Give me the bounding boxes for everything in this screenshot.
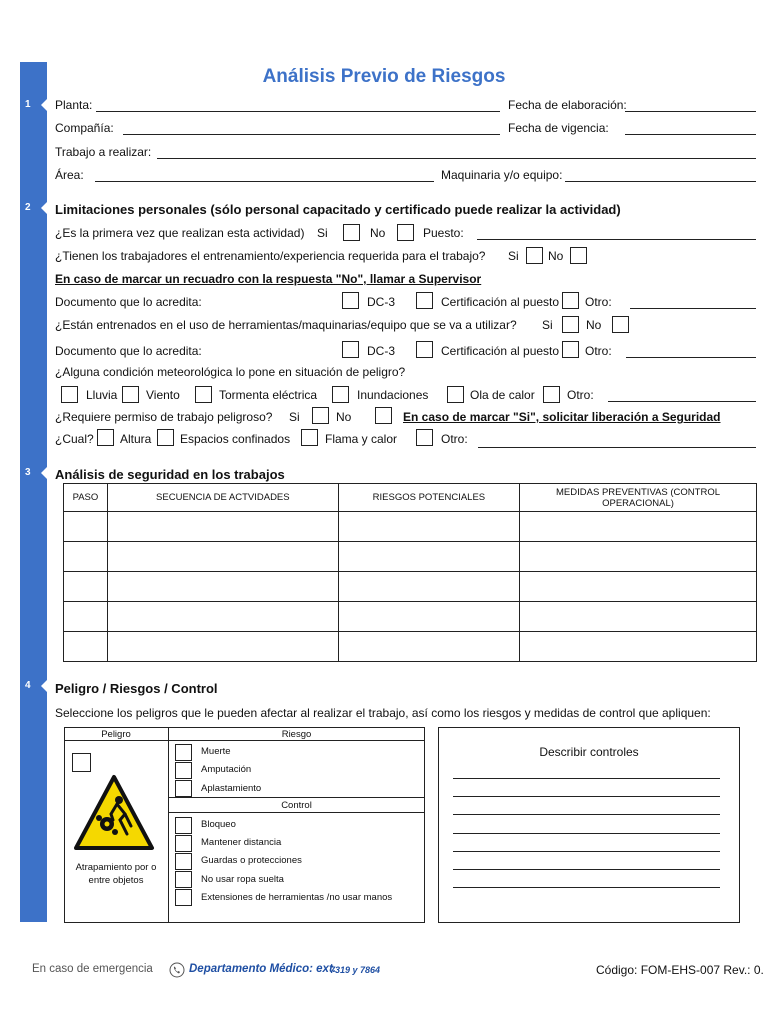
maquinaria-field[interactable] <box>565 181 756 182</box>
primera-vez-no-checkbox[interactable] <box>397 224 414 241</box>
cell[interactable] <box>107 602 338 632</box>
area-field[interactable] <box>95 181 434 182</box>
cell[interactable] <box>520 602 757 632</box>
cual-label: ¿Cual? <box>55 432 94 446</box>
puesto-label: Puesto: <box>423 226 464 240</box>
cell[interactable] <box>520 512 757 542</box>
table-row[interactable] <box>64 632 757 662</box>
describir-controles-label: Describir controles <box>539 745 639 759</box>
certificacion-checkbox-2[interactable] <box>416 341 433 358</box>
cell[interactable] <box>64 632 108 662</box>
otro-label-1: Otro: <box>585 295 612 309</box>
table-row[interactable] <box>64 512 757 542</box>
describir-line[interactable] <box>453 851 720 852</box>
cell[interactable] <box>520 572 757 602</box>
clima-otro-checkbox[interactable] <box>543 386 560 403</box>
fecha-vigencia-field[interactable] <box>625 134 756 135</box>
section-marker-1: 1 <box>20 98 47 112</box>
describir-line[interactable] <box>453 796 720 797</box>
compania-field[interactable] <box>123 134 500 135</box>
table-row[interactable] <box>64 602 757 632</box>
section4-heading: Peligro / Riesgos / Control <box>55 681 218 696</box>
section-marker-3: 3 <box>20 466 47 480</box>
altura-label: Altura <box>120 432 152 446</box>
riesgo-aplastamiento-checkbox[interactable] <box>175 780 192 797</box>
otro-label-2: Otro: <box>585 344 612 358</box>
cell[interactable] <box>338 572 519 602</box>
riesgo-amputacion-label: Amputación <box>201 764 252 775</box>
dc3-label-1: DC-3 <box>367 295 396 309</box>
cell[interactable] <box>107 512 338 542</box>
inundaciones-checkbox[interactable] <box>332 386 349 403</box>
herramientas-si-checkbox[interactable] <box>562 316 579 333</box>
certificacion-label-2: Certificación al puesto <box>441 344 560 358</box>
q-primera-vez: ¿Es la primera vez que realizan esta actividad) <box>55 226 305 240</box>
col-paso: PASO <box>64 484 108 512</box>
cell[interactable] <box>338 542 519 572</box>
altura-checkbox[interactable] <box>97 429 114 446</box>
section-marker-2: 2 <box>20 201 47 215</box>
table-header-row <box>64 484 757 512</box>
tormenta-checkbox[interactable] <box>195 386 212 403</box>
cell[interactable] <box>107 632 338 662</box>
control-bloqueo-checkbox[interactable] <box>175 817 192 834</box>
cell[interactable] <box>107 542 338 572</box>
footer-codigo: Código: FOM-EHS-007 Rev.: 0. <box>596 963 764 977</box>
control-distancia-checkbox[interactable] <box>175 835 192 852</box>
describir-line[interactable] <box>453 833 720 834</box>
control-header: Control <box>281 800 312 811</box>
dc3-checkbox-2[interactable] <box>342 341 359 358</box>
section3-heading: Análisis de seguridad en los trabajos <box>55 467 285 482</box>
control-divider-top <box>168 797 425 798</box>
permiso-otro-label: Otro: <box>441 432 468 446</box>
flama-checkbox[interactable] <box>301 429 318 446</box>
maquinaria-label: Maquinaria y/o equipo: <box>441 168 563 182</box>
fecha-elaboracion-label: Fecha de elaboración: <box>508 98 627 112</box>
cell[interactable] <box>338 512 519 542</box>
fecha-vigencia-label: Fecha de vigencia: <box>508 121 609 135</box>
planta-field[interactable] <box>96 111 500 112</box>
viento-checkbox[interactable] <box>122 386 139 403</box>
riesgo-muerte-checkbox[interactable] <box>175 744 192 761</box>
col-riesgos: RIESGOS POTENCIALES <box>338 484 519 512</box>
cell[interactable] <box>520 542 757 572</box>
footer-departamento: Departamento Médico: ext. <box>189 963 336 975</box>
primera-vez-si-checkbox[interactable] <box>343 224 360 241</box>
herramientas-no-label: No <box>586 318 602 332</box>
primera-vez-si-label: Si <box>317 226 328 240</box>
seguridad-table <box>63 483 757 662</box>
clima-otro-field[interactable] <box>608 401 756 402</box>
permiso-si-checkbox[interactable] <box>312 407 329 424</box>
q-meteorologica: ¿Alguna condición meteorológica lo pone en situación de peligro? <box>55 365 406 379</box>
table-row[interactable] <box>64 542 757 572</box>
dc3-checkbox-1[interactable] <box>342 292 359 309</box>
fecha-elaboracion-field[interactable] <box>625 111 756 112</box>
cell[interactable] <box>338 602 519 632</box>
cell[interactable] <box>107 572 338 602</box>
peligro-header: Peligro <box>101 729 131 740</box>
trabajo-label: Trabajo a realizar: <box>55 145 152 159</box>
entrenamiento-si-label: Si <box>508 249 519 263</box>
entrenamiento-si-checkbox[interactable] <box>526 247 543 264</box>
dc3-label-2: DC-3 <box>367 344 396 358</box>
herramientas-si-label: Si <box>542 318 553 332</box>
cell[interactable] <box>64 602 108 632</box>
control-bloqueo-label: Bloqueo <box>201 819 236 830</box>
phone-icon <box>169 962 185 978</box>
ola-calor-label: Ola de calor <box>470 388 535 402</box>
inundaciones-label: Inundaciones <box>357 388 429 402</box>
riesgo-amputacion-checkbox[interactable] <box>175 762 192 779</box>
peligro-checkbox[interactable] <box>72 753 91 772</box>
riesgo-aplastamiento-label: Aplastamiento <box>201 783 262 794</box>
riesgo-muerte-label: Muerte <box>201 746 231 757</box>
control-ropa-checkbox[interactable] <box>175 871 192 888</box>
q-herramientas: ¿Están entrenados en el uso de herramientas/maquinarias/equipo que se va a utilizar? <box>55 318 517 332</box>
footer-emergencia: En caso de emergencia <box>32 963 153 975</box>
flama-label: Flama y calor <box>325 432 398 446</box>
aviso-no: En caso de marcar un recuadro con la respuesta "No", llamar a Supervisor <box>55 272 482 286</box>
espacios-checkbox[interactable] <box>157 429 174 446</box>
q-permiso: ¿Requiere permiso de trabajo peligroso? <box>55 410 273 424</box>
otro-field-2[interactable] <box>626 357 756 358</box>
describir-line[interactable] <box>453 778 720 779</box>
certificacion-checkbox-1[interactable] <box>416 292 433 309</box>
col-medidas: MEDIDAS PREVENTIVAS (CONTROL OPERACIONAL) <box>520 484 757 512</box>
planta-label: Planta: <box>55 98 93 112</box>
entrenamiento-no-checkbox[interactable] <box>570 247 587 264</box>
cell[interactable] <box>64 512 108 542</box>
describir-line[interactable] <box>453 887 720 888</box>
lluvia-label: Lluvia <box>86 388 118 402</box>
cell[interactable] <box>338 632 519 662</box>
footer-extensiones: 7319 y 7864 <box>330 965 381 975</box>
permiso-otro-checkbox[interactable] <box>416 429 433 446</box>
control-extensiones-checkbox[interactable] <box>175 889 192 906</box>
cell[interactable] <box>64 572 108 602</box>
entrenamiento-no-label: No <box>548 249 564 263</box>
lluvia-checkbox[interactable] <box>61 386 78 403</box>
otro-field-1[interactable] <box>630 308 756 309</box>
area-label: Área: <box>55 168 84 182</box>
permiso-si-label: Si <box>289 410 300 424</box>
page-title: Análisis Previo de Riesgos <box>262 66 506 87</box>
cell[interactable] <box>64 542 108 572</box>
control-guardas-checkbox[interactable] <box>175 853 192 870</box>
riesgo-header: Riesgo <box>281 729 312 740</box>
peligro-divider <box>168 727 169 923</box>
section-sidebar <box>20 62 47 922</box>
table-row[interactable] <box>64 572 757 602</box>
primera-vez-no-label: No <box>370 226 386 240</box>
section2-heading: Limitaciones personales (sólo personal capacitado y certificado puede realizar la actividad) <box>55 202 621 217</box>
viento-label: Viento <box>146 388 180 402</box>
tormenta-label: Tormenta eléctrica <box>219 388 318 402</box>
cell[interactable] <box>520 632 757 662</box>
otro-checkbox-2[interactable] <box>562 341 579 358</box>
certificacion-label-1: Certificación al puesto <box>441 295 560 309</box>
control-ropa-label: No usar ropa suelta <box>201 874 284 885</box>
control-guardas-label: Guardas o protecciones <box>201 855 302 866</box>
permiso-otro-field[interactable] <box>478 447 756 448</box>
atrapamiento-warning-icon <box>73 774 155 852</box>
documento-label-1: Documento que lo acredita: <box>55 295 202 309</box>
control-extensiones-label: Extensiones de herramientas /no usar manos <box>201 892 393 903</box>
peligro-label: Atrapamiento por o entre objetos <box>75 862 157 886</box>
section4-intro: Seleccione los peligros que le pueden afectar al realizar el trabajo, así como los riesgos y medidas de control que apliquen: <box>55 706 711 720</box>
section-marker-4: 4 <box>20 679 47 693</box>
describir-line[interactable] <box>453 814 720 815</box>
col-secuencia: SECUENCIA DE ACTVIDADES <box>107 484 338 512</box>
permiso-no-label: No <box>336 410 352 424</box>
trabajo-field[interactable] <box>157 158 756 159</box>
puesto-field[interactable] <box>477 239 756 240</box>
control-distancia-label: Mantener distancia <box>201 837 282 848</box>
aviso-si: En caso de marcar "Si", solicitar liberación a Seguridad <box>403 410 721 424</box>
q-entrenamiento: ¿Tienen los trabajadores el entrenamiento/experiencia requerida para el trabajo? <box>55 249 486 263</box>
documento-label-2: Documento que lo acredita: <box>55 344 202 358</box>
espacios-label: Espacios confinados <box>180 432 291 446</box>
herramientas-no-checkbox[interactable] <box>612 316 629 333</box>
ola-calor-checkbox[interactable] <box>447 386 464 403</box>
clima-otro-label: Otro: <box>567 388 594 402</box>
permiso-no-checkbox[interactable] <box>375 407 392 424</box>
compania-label: Compañía: <box>55 121 114 135</box>
otro-checkbox-1[interactable] <box>562 292 579 309</box>
describir-line[interactable] <box>453 869 720 870</box>
